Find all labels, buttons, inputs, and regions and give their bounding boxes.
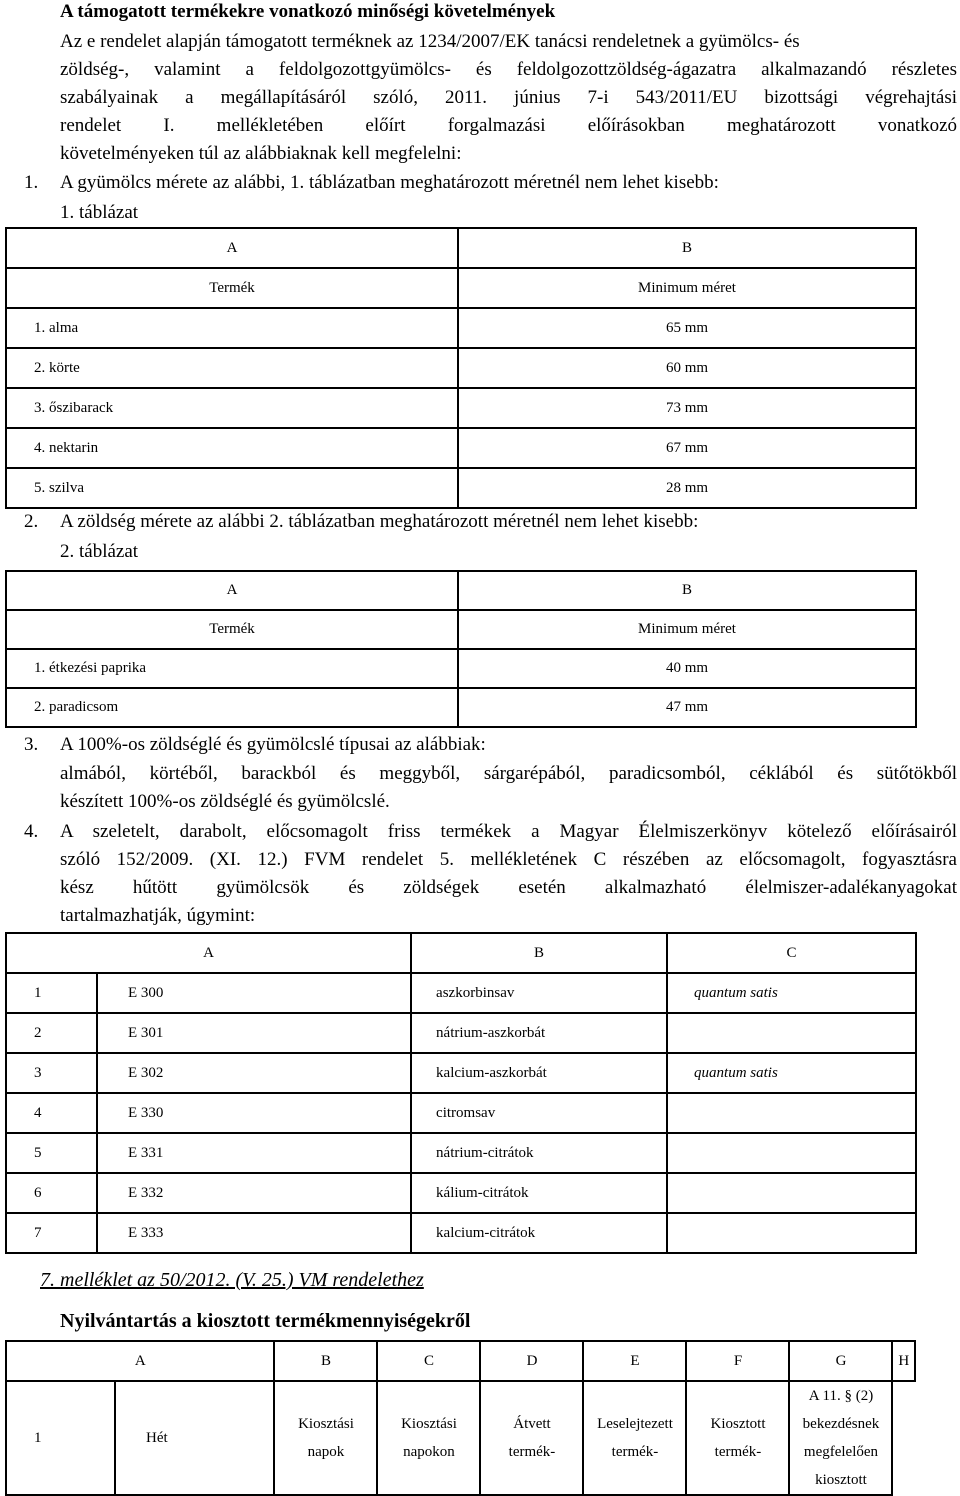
cell-text: Kiosztott bbox=[710, 1416, 766, 1432]
additive-name: nátrium-citrátok bbox=[411, 1133, 667, 1173]
column-header: Minimum méret bbox=[458, 610, 916, 649]
table-row bbox=[6, 1213, 916, 1253]
column-header: Termék bbox=[6, 268, 458, 308]
cell-text: A 11. § (2) bekezdésnek bbox=[802, 1388, 880, 1432]
column-letter: C bbox=[667, 933, 916, 973]
product-name: 3. őszibarack bbox=[6, 388, 458, 428]
product-name: 1. alma bbox=[6, 308, 458, 348]
table-row bbox=[6, 1093, 916, 1133]
column-letter: B bbox=[458, 228, 916, 268]
item-text: tartalmazhatják, úgymint: bbox=[60, 905, 256, 926]
cell-text: Kiosztási bbox=[401, 1416, 457, 1432]
additive-name: kálium-citrátok bbox=[411, 1173, 667, 1213]
item-number: 1. bbox=[24, 172, 39, 193]
min-size: 40 mm bbox=[458, 649, 916, 688]
item-number: 2. bbox=[24, 511, 39, 532]
table-row bbox=[6, 1053, 916, 1093]
e-number: E 300 bbox=[97, 973, 411, 1013]
column-letter: D bbox=[480, 1341, 583, 1381]
product-name: 1. étkezési paprika bbox=[6, 649, 458, 688]
item-text: kész hűtött gyümölcsök és zöldségek esetén alkalmazható élelmiszer-adalékanyagokat bbox=[60, 877, 957, 898]
row-number: 1 bbox=[6, 1381, 115, 1495]
table-row bbox=[6, 688, 916, 727]
table-caption: 2. táblázat bbox=[60, 541, 139, 562]
item-text: A gyümölcs mérete az alábbi, 1. táblázatban meghatározott méretnél nem lehet kisebb: bbox=[60, 172, 719, 193]
item-text: készített 100%-os zöldséglé és gyümölcslé. bbox=[60, 791, 390, 812]
e-number: E 331 bbox=[97, 1133, 411, 1173]
table-row bbox=[6, 1013, 916, 1053]
column-letter: A bbox=[6, 933, 411, 973]
additive-name: kalcium-aszkorbát bbox=[411, 1053, 667, 1093]
additive-name: citromsav bbox=[411, 1093, 667, 1133]
usage-note: quantum satis bbox=[667, 973, 916, 1013]
table-row bbox=[6, 428, 916, 468]
row-number: 4 bbox=[6, 1093, 97, 1133]
e-number: E 301 bbox=[97, 1013, 411, 1053]
table-row bbox=[6, 1173, 916, 1213]
row-number: 2 bbox=[6, 1013, 97, 1053]
received-cell bbox=[480, 1381, 583, 1495]
min-size: 47 mm bbox=[458, 688, 916, 727]
cell-text: napokon bbox=[403, 1444, 455, 1460]
table-row bbox=[6, 308, 916, 348]
usage-note bbox=[667, 1093, 916, 1133]
item-text: almából, körtéből, barackból és meggyből, sárgarépából, paradicsomból, céklából és sütőtökből bbox=[60, 763, 957, 784]
row-number: 5 bbox=[6, 1133, 97, 1173]
table-row bbox=[6, 649, 916, 688]
discarded-cell bbox=[583, 1381, 686, 1495]
distribution-days-cell bbox=[274, 1381, 377, 1495]
additives-table bbox=[5, 932, 917, 1254]
column-letter: A bbox=[6, 571, 458, 610]
register-title: Nyilvántartás a kiosztott termékmennyiségekről bbox=[60, 1310, 471, 1332]
row-number: 7 bbox=[6, 1213, 97, 1253]
min-size: 65 mm bbox=[458, 308, 916, 348]
column-letter: F bbox=[686, 1341, 789, 1381]
e-number: E 332 bbox=[97, 1173, 411, 1213]
min-size: 67 mm bbox=[458, 428, 916, 468]
week-cell: Hét bbox=[115, 1381, 274, 1495]
usage-note bbox=[667, 1173, 916, 1213]
vegetable-size-table bbox=[5, 570, 917, 728]
column-letter: E bbox=[583, 1341, 686, 1381]
column-letter: G bbox=[789, 1341, 892, 1381]
product-name: 5. szilva bbox=[6, 468, 458, 508]
column-letter: B bbox=[274, 1341, 377, 1381]
item-number: 4. bbox=[24, 821, 39, 842]
item-text: A 100%-os zöldséglé és gyümölcslé típusai az alábbiak: bbox=[60, 734, 486, 755]
item-text: A zöldség mérete az alábbi 2. táblázatban meghatározott méretnél nem lehet kisebb: bbox=[60, 511, 699, 532]
cell-text: napok bbox=[307, 1444, 345, 1460]
usage-note bbox=[667, 1133, 916, 1173]
column-header: Minimum méret bbox=[458, 268, 916, 308]
e-number: E 302 bbox=[97, 1053, 411, 1093]
column-letter: A bbox=[6, 228, 458, 268]
intro-line: szabályainak a megállapításáról szóló, 2011. június 7-i 543/2011/EU bizottsági végrehajtási bbox=[60, 87, 957, 108]
product-name: 4. nektarin bbox=[6, 428, 458, 468]
usage-note bbox=[667, 1013, 916, 1053]
table-row bbox=[6, 973, 916, 1013]
column-letter: B bbox=[458, 571, 916, 610]
item-text: szóló 152/2009. (XI. 12.) FVM rendelet 5. mellékletének C részében az előcsomagolt, fogyasztásra bbox=[60, 849, 957, 870]
cell-text: megfelelően kiosztott bbox=[803, 1444, 879, 1488]
cell-text: termék- bbox=[508, 1444, 556, 1460]
column-letter: B bbox=[411, 933, 667, 973]
distributed-cell bbox=[686, 1381, 789, 1495]
e-number: E 330 bbox=[97, 1093, 411, 1133]
cell-text: Átvett bbox=[513, 1416, 551, 1432]
table-row bbox=[6, 388, 916, 428]
item-number: 3. bbox=[24, 734, 39, 755]
column-header: Termék bbox=[6, 610, 458, 649]
e-number: E 333 bbox=[97, 1213, 411, 1253]
usage-note bbox=[667, 1213, 916, 1253]
additive-name: nátrium-aszkorbát bbox=[411, 1013, 667, 1053]
intro-line: zöldség-, valamint a feldolgozottgyümölcs- és feldolgozottzöldség-ágazatra alkalmazandó részletes bbox=[60, 59, 957, 80]
additive-name: kalcium-citrátok bbox=[411, 1213, 667, 1253]
row-number: 3 bbox=[6, 1053, 97, 1093]
page-heading: A támogatott termékekre vonatkozó minőségi követelmények bbox=[60, 1, 556, 22]
row-number: 6 bbox=[6, 1173, 97, 1213]
column-letter: C bbox=[377, 1341, 480, 1381]
annex-title: 7. melléklet az 50/2012. (V. 25.) VM rendelethez bbox=[40, 1269, 424, 1291]
row-number: 1 bbox=[6, 973, 97, 1013]
cell-text: termék- bbox=[611, 1444, 659, 1460]
usage-note: quantum satis bbox=[667, 1053, 916, 1093]
cell-text: Kiosztási bbox=[298, 1416, 354, 1432]
product-name: 2. paradicsom bbox=[6, 688, 458, 727]
distribution-days-cell bbox=[377, 1381, 480, 1495]
table-row bbox=[6, 468, 916, 508]
column-letter: H bbox=[892, 1341, 915, 1381]
intro-line: követelményeken túl az alábbiaknak kell megfelelni: bbox=[60, 143, 462, 164]
product-name: 2. körte bbox=[6, 348, 458, 388]
min-size: 73 mm bbox=[458, 388, 916, 428]
additive-name: aszkorbinsav bbox=[411, 973, 667, 1013]
min-size: 28 mm bbox=[458, 468, 916, 508]
register-table bbox=[5, 1340, 916, 1496]
intro-line: Az e rendelet alapján támogatott terméknek az 1234/2007/EK tanácsi rendeletnek a gyümölcs- és bbox=[60, 31, 800, 52]
fruit-size-table bbox=[5, 227, 917, 509]
item-text: A szeletelt, darabolt, előcsomagolt friss termékek a Magyar Élelmiszerkönyv kötelező előírásairól bbox=[60, 821, 957, 842]
cell-text: Leselejtezett bbox=[597, 1416, 673, 1432]
table-row bbox=[6, 1133, 916, 1173]
table-caption: 1. táblázat bbox=[60, 202, 139, 223]
intro-line: rendelet I. mellékletében előírt forgalmazási előírásokban meghatározott vonatkozó bbox=[60, 115, 957, 136]
table-row bbox=[6, 1381, 915, 1495]
column-letter: A bbox=[6, 1341, 274, 1381]
compliant-distribution-cell bbox=[789, 1381, 892, 1495]
min-size: 60 mm bbox=[458, 348, 916, 388]
cell-text: termék- bbox=[714, 1444, 762, 1460]
table-row bbox=[6, 348, 916, 388]
